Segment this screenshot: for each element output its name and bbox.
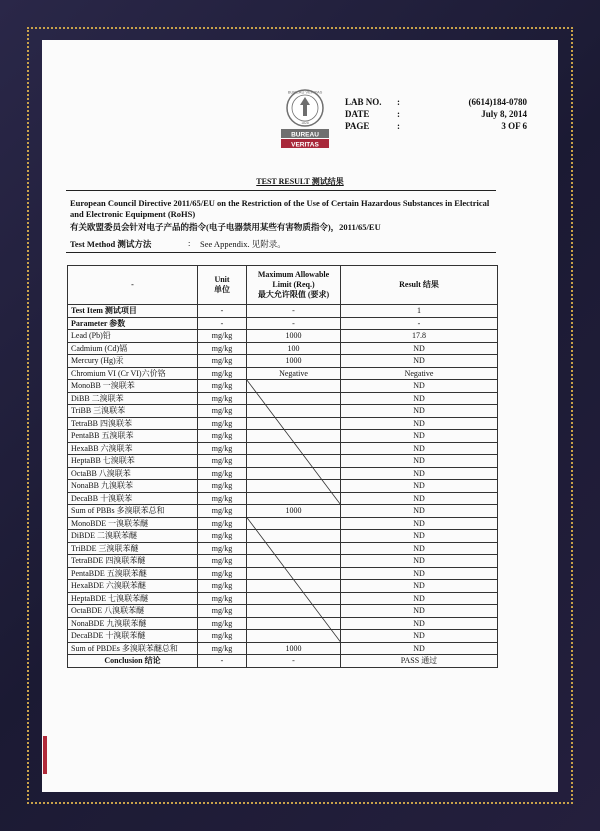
- cell-limit: -: [247, 317, 341, 330]
- cell-result: ND: [341, 392, 498, 405]
- cell-parameter: Mercury (Hg)汞: [68, 355, 198, 368]
- directive-text-chinese: 有关欧盟委员会针对电子产品的指令(电子电器禁用某些有害物质指令)，2011/65/EU: [70, 222, 381, 232]
- page-row: [345, 120, 527, 132]
- cell-limit: [247, 480, 341, 493]
- cell-parameter: TriBB 三溴联苯: [68, 405, 198, 418]
- cell-unit: mg/kg: [198, 367, 247, 380]
- cell-result: ND: [341, 642, 498, 655]
- header-item: -: [68, 266, 198, 305]
- cell-unit: -: [198, 655, 247, 668]
- cell-parameter: DiBDE 二溴联苯醚: [68, 530, 198, 543]
- cell-parameter: NonaBDE 九溴联苯醚: [68, 617, 198, 630]
- cell-result: ND: [341, 405, 498, 418]
- cell-result: ND: [341, 542, 498, 555]
- cell-parameter: Sum of PBBs 多溴联苯总和: [68, 505, 198, 518]
- cell-result: ND: [341, 505, 498, 518]
- cell-limit: [247, 380, 341, 393]
- cell-unit: mg/kg: [198, 592, 247, 605]
- lab-no-value: (6614)184-0780: [468, 97, 527, 107]
- table-row: [68, 492, 498, 505]
- cell-parameter: DecaBDE 十溴联苯醚: [68, 630, 198, 643]
- test-method-label: Test Method 测试方法: [70, 239, 152, 249]
- cell-parameter: HexaBB 六溴联苯: [68, 442, 198, 455]
- table-row: [68, 542, 498, 555]
- cell-limit: [247, 455, 341, 468]
- cell-result: ND: [341, 630, 498, 643]
- page-colon: :: [397, 121, 400, 131]
- cell-limit: 1000: [247, 642, 341, 655]
- cell-result: ND: [341, 530, 498, 543]
- cell-unit: mg/kg: [198, 480, 247, 493]
- cell-unit: mg/kg: [198, 530, 247, 543]
- directive-text: European Council Directive 2011/65/EU on the Restriction of the Use of Certain Hazardous Substances in Electrical and Electronic Equipment (RoHS): [70, 198, 490, 219]
- cell-unit: mg/kg: [198, 405, 247, 418]
- header-result: Result 结果: [341, 266, 498, 305]
- table-row: [68, 442, 498, 455]
- logo-veritas: VERITAS: [291, 141, 319, 149]
- lab-no-label: LAB NO.: [345, 97, 382, 107]
- cell-unit: mg/kg: [198, 430, 247, 443]
- cell-parameter: Lead (Pb)铅: [68, 330, 198, 343]
- cell-limit: [247, 530, 341, 543]
- date-colon: :: [397, 109, 400, 119]
- cell-result: ND: [341, 580, 498, 593]
- cell-unit: mg/kg: [198, 455, 247, 468]
- cell-unit: mg/kg: [198, 630, 247, 643]
- cell-result: ND: [341, 417, 498, 430]
- cell-unit: mg/kg: [198, 355, 247, 368]
- table-row: [68, 342, 498, 355]
- cell-parameter: Chromium VI (Cr VI)六价铬: [68, 367, 198, 380]
- cell-parameter: NonaBB 九溴联苯: [68, 480, 198, 493]
- cell-unit: mg/kg: [198, 567, 247, 580]
- logo-year: 1828: [301, 121, 309, 125]
- cell-unit: mg/kg: [198, 442, 247, 455]
- cell-parameter: PentaBDE 五溴联苯醚: [68, 567, 198, 580]
- cell-result: ND: [341, 467, 498, 480]
- cell-limit: 1000: [247, 355, 341, 368]
- table-row: [68, 305, 498, 318]
- cell-unit: mg/kg: [198, 330, 247, 343]
- header-unit: Unit 单位: [198, 266, 247, 305]
- cell-parameter: DecaBB 十溴联苯: [68, 492, 198, 505]
- table-row: [68, 555, 498, 568]
- cell-unit: mg/kg: [198, 642, 247, 655]
- lab-no-colon: :: [397, 97, 400, 107]
- cell-limit: [247, 430, 341, 443]
- cell-limit: 1000: [247, 330, 341, 343]
- page-title: TEST RESULT 测试结果: [256, 177, 344, 186]
- cell-limit: [247, 492, 341, 505]
- cell-limit: [247, 617, 341, 630]
- lab-no-row: [345, 96, 527, 108]
- cell-parameter: OctaBB 八溴联苯: [68, 467, 198, 480]
- cell-limit: [247, 567, 341, 580]
- table-row: [68, 455, 498, 468]
- table-row: [68, 617, 498, 630]
- table-row: [68, 317, 498, 330]
- divider-top: [66, 190, 496, 191]
- table-row: [68, 630, 498, 643]
- cell-limit: 100: [247, 342, 341, 355]
- table-row: [68, 467, 498, 480]
- cell-result: ND: [341, 355, 498, 368]
- cell-parameter: HeptaBDE 七溴联苯醚: [68, 592, 198, 605]
- table-row: [68, 580, 498, 593]
- divider-bottom: [66, 252, 496, 253]
- table-row: [68, 430, 498, 443]
- cell-parameter: Sum of PBDEs 多溴联苯醚总和: [68, 642, 198, 655]
- cell-unit: mg/kg: [198, 392, 247, 405]
- cell-result: ND: [341, 380, 498, 393]
- cell-unit: mg/kg: [198, 580, 247, 593]
- cell-unit: mg/kg: [198, 505, 247, 518]
- cell-parameter: Test Item 测试项目: [68, 305, 198, 318]
- cell-parameter: TriBDE 三溴联苯醚: [68, 542, 198, 555]
- cell-parameter: HexaBDE 六溴联苯醚: [68, 580, 198, 593]
- test-method-colon: :: [188, 238, 191, 248]
- cell-unit: mg/kg: [198, 417, 247, 430]
- test-method-line: [70, 238, 286, 250]
- cell-parameter: Conclusion 结论: [68, 655, 198, 668]
- cell-parameter: TetraBDE 四溴联苯醚: [68, 555, 198, 568]
- cell-result: ND: [341, 480, 498, 493]
- cell-unit: -: [198, 305, 247, 318]
- table-row: [68, 480, 498, 493]
- cell-unit: mg/kg: [198, 605, 247, 618]
- lab-info-block: [345, 96, 527, 132]
- cell-result: Negative: [341, 367, 498, 380]
- cell-unit: mg/kg: [198, 492, 247, 505]
- date-row: [345, 108, 527, 120]
- cell-unit: mg/kg: [198, 342, 247, 355]
- table-row: [68, 330, 498, 343]
- cell-unit: mg/kg: [198, 617, 247, 630]
- table-row: [68, 405, 498, 418]
- table-row: [68, 642, 498, 655]
- cell-limit: [247, 467, 341, 480]
- cell-result: ND: [341, 555, 498, 568]
- cell-parameter: Parameter 参数: [68, 317, 198, 330]
- cell-unit: mg/kg: [198, 380, 247, 393]
- test-method-value: See Appendix. 见附录。: [200, 239, 286, 249]
- cell-limit: -: [247, 655, 341, 668]
- header-limit: Maximum Allowable Limit (Req.) 最大允许限值 (要求): [247, 266, 341, 305]
- cell-limit: Negative: [247, 367, 341, 380]
- cell-result: ND: [341, 492, 498, 505]
- cell-parameter: HeptaBB 七溴联苯: [68, 455, 198, 468]
- cell-result: ND: [341, 517, 498, 530]
- cell-result: ND: [341, 567, 498, 580]
- cell-result: ND: [341, 430, 498, 443]
- table-row: [68, 392, 498, 405]
- cell-parameter: MonoBB 一溴联苯: [68, 380, 198, 393]
- cell-limit: [247, 555, 341, 568]
- cell-result: 17.8: [341, 330, 498, 343]
- cell-parameter: DiBB 二溴联苯: [68, 392, 198, 405]
- logo-bureau: BUREAU: [291, 131, 319, 139]
- table-row: [68, 380, 498, 393]
- cell-unit: mg/kg: [198, 555, 247, 568]
- cell-parameter: MonoBDE 一溴联苯醚: [68, 517, 198, 530]
- table-row: [68, 655, 498, 668]
- cell-limit: -: [247, 305, 341, 318]
- table-row: [68, 517, 498, 530]
- table-row: [68, 417, 498, 430]
- cell-limit: [247, 605, 341, 618]
- date-value: July 8, 2014: [481, 109, 527, 119]
- cell-limit: [247, 592, 341, 605]
- cell-unit: -: [198, 317, 247, 330]
- table-header-row: [68, 266, 498, 305]
- cell-unit: mg/kg: [198, 517, 247, 530]
- cell-result: ND: [341, 592, 498, 605]
- table-row: [68, 530, 498, 543]
- table-row: [68, 505, 498, 518]
- cell-parameter: Cadmium (Cd)镉: [68, 342, 198, 355]
- cell-result: PASS 通过: [341, 655, 498, 668]
- cell-result: ND: [341, 455, 498, 468]
- cell-limit: 1000: [247, 505, 341, 518]
- cell-parameter: TetraBB 四溴联苯: [68, 417, 198, 430]
- cell-parameter: OctaBDE 八溴联苯醚: [68, 605, 198, 618]
- cell-result: ND: [341, 442, 498, 455]
- date-label: DATE: [345, 109, 370, 119]
- cell-limit: [247, 580, 341, 593]
- test-result-table: [67, 265, 498, 668]
- red-tab-mark: [43, 736, 47, 774]
- cell-result: ND: [341, 342, 498, 355]
- table-row: [68, 605, 498, 618]
- table-row: [68, 592, 498, 605]
- table-row: [68, 367, 498, 380]
- cell-limit: [247, 405, 341, 418]
- cell-limit: [247, 442, 341, 455]
- cell-parameter: PentaBB 五溴联苯: [68, 430, 198, 443]
- cell-limit: [247, 392, 341, 405]
- cell-result: 1: [341, 305, 498, 318]
- cell-unit: mg/kg: [198, 542, 247, 555]
- cell-limit: [247, 517, 341, 530]
- bureau-veritas-logo: [277, 88, 333, 150]
- table-row: [68, 567, 498, 580]
- cell-limit: [247, 542, 341, 555]
- cell-result: -: [341, 317, 498, 330]
- cell-limit: [247, 417, 341, 430]
- table-row: [68, 355, 498, 368]
- cell-limit: [247, 630, 341, 643]
- page-value: 3 OF 6: [501, 121, 527, 131]
- cell-result: ND: [341, 605, 498, 618]
- cell-unit: mg/kg: [198, 467, 247, 480]
- cell-result: ND: [341, 617, 498, 630]
- logo-ring-text: BUREAU VERITAS: [287, 89, 323, 95]
- page-label: PAGE: [345, 121, 370, 131]
